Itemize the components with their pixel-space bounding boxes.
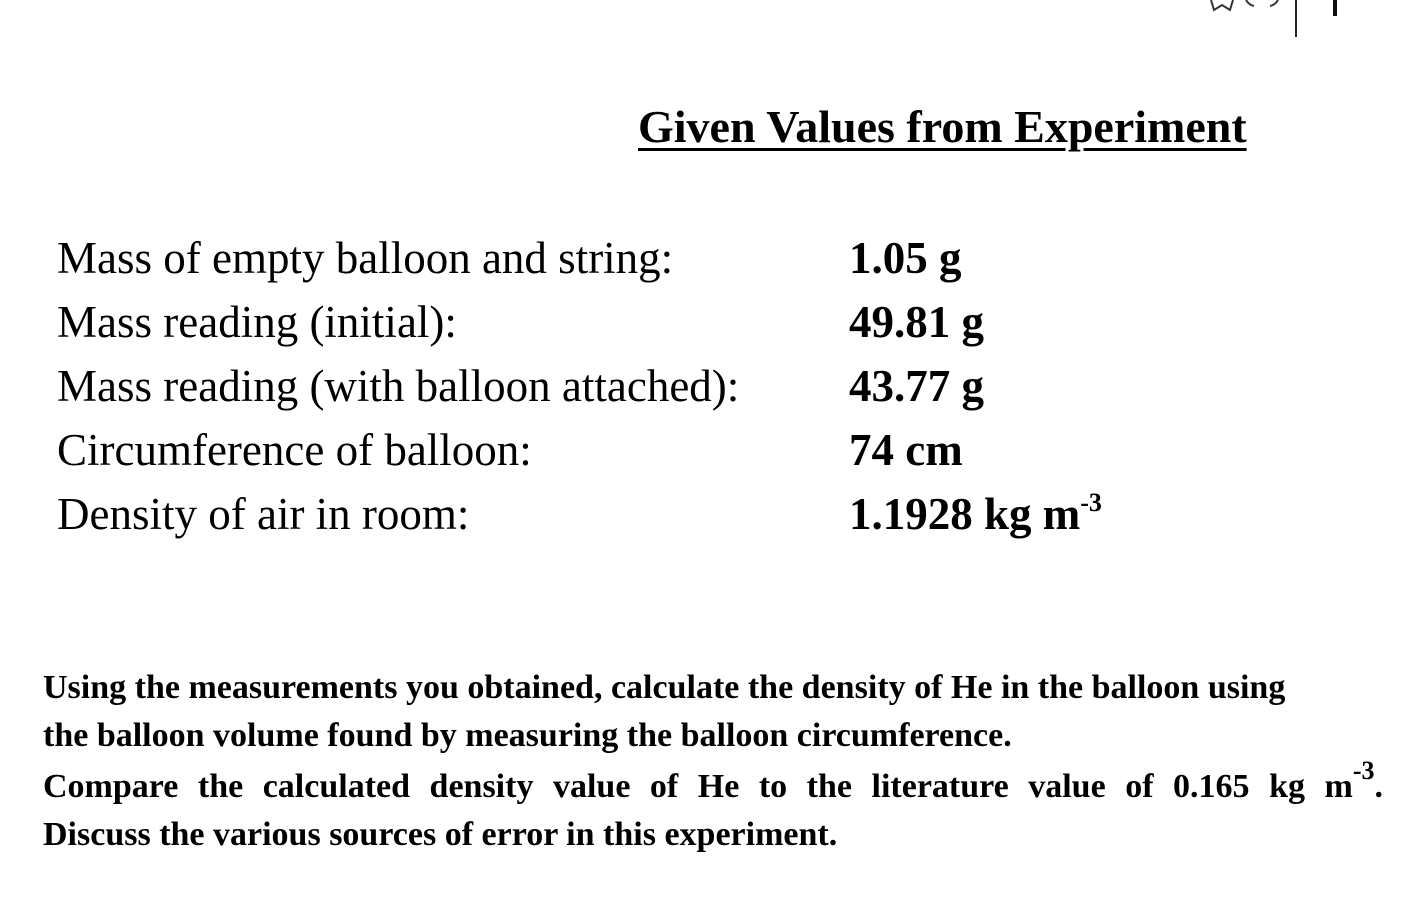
given-value-row bbox=[57, 226, 1257, 290]
value-amount: 74 cm bbox=[849, 425, 963, 475]
instruction-line: Compare the calculated density value of He to the literature value of 0.165 kg $m^{-3}$. bbox=[43, 756, 1383, 805]
value-label: Mass reading (with balloon attached): bbox=[57, 361, 740, 411]
given-values-table bbox=[57, 226, 1257, 546]
value-amount: 1.1928 kg $m^{-3}$ bbox=[849, 488, 1102, 539]
unit-exponent: -3 bbox=[1352, 756, 1375, 785]
section-title: Given Values from Experiment bbox=[638, 101, 1247, 152]
instructions-paragraph bbox=[43, 664, 1383, 859]
cropped-toolbar-icons bbox=[0, 0, 1408, 40]
value-label: Density of air in room: bbox=[57, 489, 470, 539]
paren-fragment bbox=[1246, 0, 1278, 6]
instruction-line: Discuss the various sources of error in this experiment. bbox=[43, 816, 838, 853]
unit-exponent: -3 bbox=[1080, 488, 1102, 517]
given-value-row bbox=[57, 290, 1257, 354]
instruction-line: the balloon volume found by measuring the balloon circumference. bbox=[43, 717, 1012, 754]
given-value-row bbox=[57, 418, 1257, 482]
value-amount: 1.05 g bbox=[849, 233, 962, 283]
value-amount: 49.81 g bbox=[849, 297, 984, 347]
value-label: Circumference of balloon: bbox=[57, 425, 532, 475]
value-label: Mass of empty balloon and string: bbox=[57, 233, 674, 283]
given-value-row bbox=[57, 354, 1257, 418]
instruction-line: Using the measurements you obtained, calculate the density of He in the balloon using bbox=[43, 669, 1286, 706]
given-value-row bbox=[57, 482, 1257, 546]
value-label: Mass reading (initial): bbox=[57, 297, 457, 347]
bookmark-icon bbox=[1211, 0, 1233, 10]
value-amount: 43.77 g bbox=[849, 361, 984, 411]
